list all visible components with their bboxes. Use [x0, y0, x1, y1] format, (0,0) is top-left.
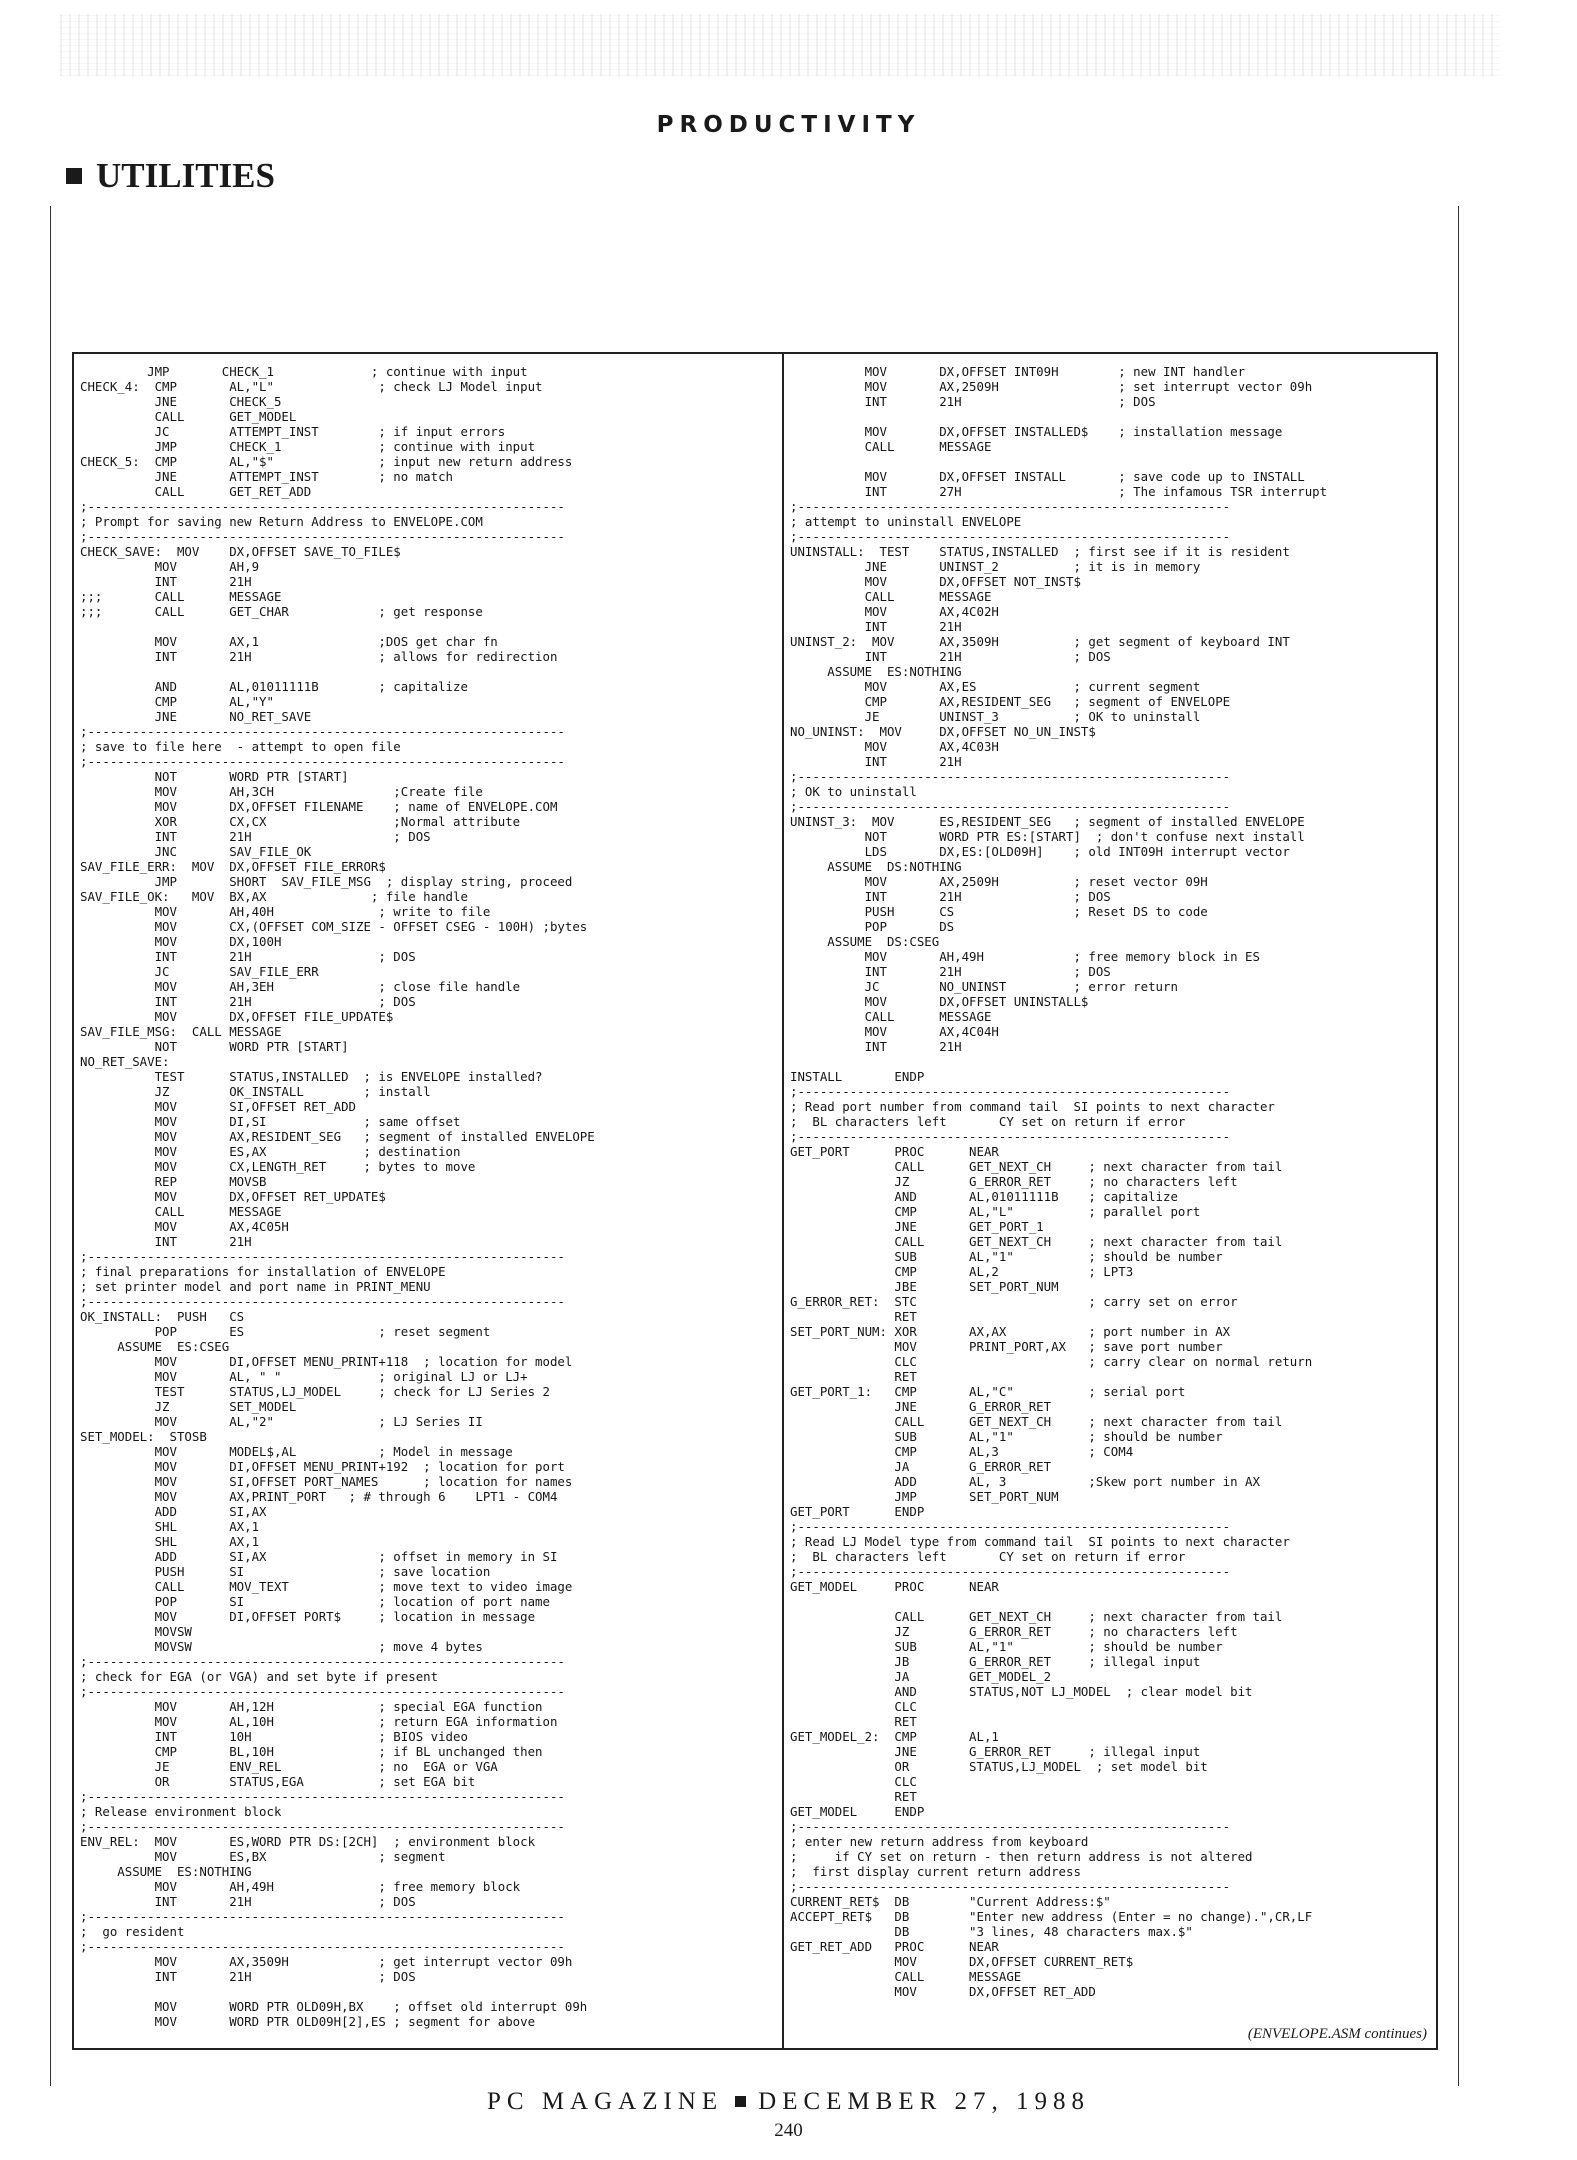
page-footer — [0, 2088, 1577, 2116]
code-listing-right-column: MOV DX,OFFSET INT09H ; new INT handler MOV AX,2509H ; set interrupt vector 09h INT 21H ; DOS MOV DX,OFFSET INSTALLED$ ; installation message CALL MESSAGE MOV DX,OFFSET INSTALL ; save code up to INSTALL INT 27H ; The infamous TSR interrupt ;---------------------------------------------------------- ; attempt to uninstall ENVELOPE ;---------------------------------------------------------- UNINSTALL: TEST STATUS,INSTALLED ; first see if it is resident JNE UNINST_2 ; it is in memory MOV DX,OFFSET NOT_INST$ CALL MESSAGE MOV AX,4C02H INT 21H UNINST_2: MOV AX,3509H ; get segment of keyboard INT INT 21H ; DOS ASSUME ES:NOTHING MOV AX,ES ; current segment CMP AX,RESIDENT_SEG ; segment of ENVELOPE JE UNINST_3 ; OK to uninstall NO_UNINST: MOV DX,OFFSET NO_UN_INST$ MOV AX,4C03H INT 21H ;---------------------------------------------------------- ; OK to uninstall ;---------------------------------------------------------- UNINST_3: MOV ES,RESIDENT_SEG ; segment of installed ENVELOPE NOT WORD PTR ES:[START] ; don't confuse next install LDS DX,ES:[OLD09H] ; old INT09H interrupt vector ASSUME DS:NOTHING MOV AX,2509H ; reset vector 09H INT 21H ; DOS PUSH CS ; Reset DS to code POP DS ASSUME DS:CSEG MOV AH,49H ; free memory block in ES INT 21H ; DOS JC NO_UNINST ; error return MOV DX,OFFSET UNINSTALL$ CALL MESSAGE MOV AX,4C04H INT 21H INSTALL ENDP ;---------------------------------------------------------- ; Read port number from command tail SI points to next character ; BL characters left CY set on return if error ;---------------------------------------------------------- GET_PORT PROC NEAR CALL GET_NEXT_CH ; next character from tail JZ G_ERROR_RET ; no characters left AND AL,01011111B ; capitalize CMP AL,"L" ; parallel port JNE GET_PORT_1 CALL GET_NEXT_CH ; next character from tail SUB AL,"1" ; should be number CMP AL,2 ; LPT3 JBE SET_PORT_NUM G_ERROR_RET: STC ; carry set on error RET SET_PORT_NUM: XOR AX,AX ; port number in AX MOV PRINT_PORT,AX ; save port number CLC ; carry clear on normal return RET GET_PORT_1: CMP AL,"C" ; serial port JNE G_ERROR_RET CALL GET_NEXT_CH ; next character from tail SUB AL,"1" ; should be number CMP AL,3 ; COM4 JA G_ERROR_RET ADD AL, 3 ;Skew port number in AX JMP SET_PORT_NUM GET_PORT ENDP ;---------------------------------------------------------- ; Read LJ Model type from command tail SI points to next character ; BL characters left CY set on return if error ;---------------------------------------------------------- GET_MODEL PROC NEAR CALL GET_NEXT_CH ; next character from tail JZ G_ERROR_RET ; no characters left SUB AL,"1" ; should be number JB G_ERROR_RET ; illegal input JA GET_MODEL_2 AND STATUS,NOT LJ_MODEL ; clear model bit CLC RET GET_MODEL_2: CMP AL,1 JNE G_ERROR_RET ; illegal input OR STATUS,LJ_MODEL ; set model bit CLC RET GET_MODEL ENDP ;---------------------------------------------------------- ; enter new return address from keyboard ; if CY set on return - then return address is not altered ; first display current return address ;---------------------------------------------------------- CURRENT_RET$ DB "Current Address:$" ACCEPT_RET$ DB "Enter new address (Enter = no change).",CR,LF DB "3 lines, 48 characters max.$" GET_RET_ADD PROC NEAR MOV DX,OFFSET CURRENT_RET$ CALL MESSAGE MOV DX,OFFSET RET_ADD — [790, 364, 1328, 1999]
page-title-text: UTILITIES — [96, 156, 275, 195]
publication-name: PC MAGAZINE — [486, 2088, 724, 2115]
scan-artifact — [60, 14, 1500, 76]
column-divider — [782, 352, 784, 2050]
issue-date: DECEMBER 27, 1988 — [758, 2088, 1091, 2115]
square-bullet-icon — [66, 168, 82, 184]
continues-note: (ENVELOPE.ASM continues) — [1247, 2026, 1427, 2042]
code-listing-left-column: JMP CHECK_1 ; continue with input CHECK_4: CMP AL,"L" ; check LJ Model input JNE CHECK_5 CALL GET_MODEL JC ATTEMPT_INST ; if input errors JMP CHECK_1 ; continue with input CHECK_5: CMP AL,"$" ; input new return address JNE ATTEMPT_INST ; no match CALL GET_RET_ADD ;---------------------------------------------------------------- ; Prompt for saving new Return Address to ENVELOPE.COM ;---------------------------------------------------------------- CHECK_SAVE: MOV DX,OFFSET SAVE_TO_FILE$ MOV AH,9 INT 21H ;;; CALL MESSAGE ;;; CALL GET_CHAR ; get response MOV AX,1 ;DOS get char fn INT 21H ; allows for redirection AND AL,01011111B ; capitalize CMP AL,"Y" JNE NO_RET_SAVE ;---------------------------------------------------------------- ; save to file here - attempt to open file ;---------------------------------------------------------------- NOT WORD PTR [START] MOV AH,3CH ;Create file MOV DX,OFFSET FILENAME ; name of ENVELOPE.COM XOR CX,CX ;Normal attribute INT 21H ; DOS JNC SAV_FILE_OK SAV_FILE_ERR: MOV DX,OFFSET FILE_ERROR$ JMP SHORT SAV_FILE_MSG ; display string, proceed SAV_FILE_OK: MOV BX,AX ; file handle MOV AH,40H ; write to file MOV CX,(OFFSET COM_SIZE - OFFSET CSEG - 100H) ;bytes MOV DX,100H INT 21H ; DOS JC SAV_FILE_ERR MOV AH,3EH ; close file handle INT 21H ; DOS MOV DX,OFFSET FILE_UPDATE$ SAV_FILE_MSG: CALL MESSAGE NOT WORD PTR [START] NO_RET_SAVE: TEST STATUS,INSTALLED ; is ENVELOPE installed? JZ OK_INSTALL ; install MOV SI,OFFSET RET_ADD MOV DI,SI ; same offset MOV AX,RESIDENT_SEG ; segment of installed ENVELOPE MOV ES,AX ; destination MOV CX,LENGTH_RET ; bytes to move REP MOVSB MOV DX,OFFSET RET_UPDATE$ CALL MESSAGE MOV AX,4C05H INT 21H ;---------------------------------------------------------------- ; final preparations for installation of ENVELOPE ; set printer model and port name in PRINT_MENU ;---------------------------------------------------------------- OK_INSTALL: PUSH CS POP ES ; reset segment ASSUME ES:CSEG MOV DI,OFFSET MENU_PRINT+118 ; location for model MOV AL, " " ; original LJ or LJ+ TEST STATUS,LJ_MODEL ; check for LJ Series 2 JZ SET_MODEL MOV AL,"2" ; LJ Series II SET_MODEL: STOSB MOV MODEL$,AL ; Model in message MOV DI,OFFSET MENU_PRINT+192 ; location for port MOV SI,OFFSET PORT_NAMES ; location for names MOV AX,PRINT_PORT ; # through 6 LPT1 - COM4 ADD SI,AX SHL AX,1 SHL AX,1 ADD SI,AX ; offset in memory in SI PUSH SI ; save location CALL MOV_TEXT ; move text to video image POP SI ; location of port name MOV DI,OFFSET PORT$ ; location in message MOVSW MOVSW ; move 4 bytes ;---------------------------------------------------------------- ; check for EGA (or VGA) and set byte if present ;---------------------------------------------------------------- MOV AH,12H ; special EGA function MOV AL,10H ; return EGA information INT 10H ; BIOS video CMP BL,10H ; if BL unchanged then JE ENV_REL ; no EGA or VGA OR STATUS,EGA ; set EGA bit ;---------------------------------------------------------------- ; Release environment block ;---------------------------------------------------------------- ENV_REL: MOV ES,WORD PTR DS:[2CH] ; environment block MOV ES,BX ; segment ASSUME ES:NOTHING MOV AH,49H ; free memory block INT 21H ; DOS ;---------------------------------------------------------------- ; go resident ;---------------------------------------------------------------- MOV AX,3509H ; get interrupt vector 09h INT 21H ; DOS MOV WORD PTR OLD09H,BX ; offset old interrupt 09h MOV WORD PTR OLD09H[2],ES ; segment for above — [80, 364, 595, 2029]
page-number: 240 — [774, 2120, 803, 2141]
section-header: PRODUCTIVITY — [656, 112, 921, 138]
page-title — [66, 156, 275, 196]
footer-bullet-icon — [735, 2096, 746, 2107]
